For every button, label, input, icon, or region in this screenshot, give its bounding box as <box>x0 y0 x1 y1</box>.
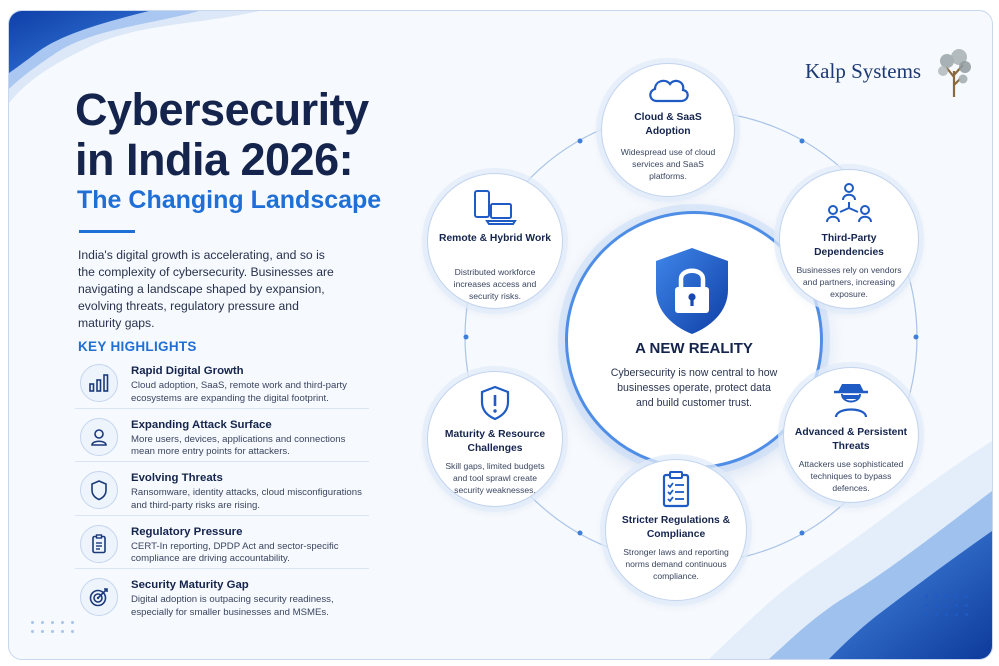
network-people-icon <box>780 182 918 226</box>
target-icon <box>80 578 118 616</box>
highlight-title: Security Maturity Gap <box>131 579 249 591</box>
highlight-desc: Cloud adoption, SaaS, remote work and third-party ecosystems are expanding the digital footprint. <box>131 380 347 404</box>
node-desc: Widespread use of cloud services and SaaS platforms. <box>620 147 716 181</box>
node-desc: Attackers use sophisticated techniques to bypass defences. <box>798 459 904 493</box>
highlight-desc: Ransomware, identity attacks, cloud misconfigurations and third-party risks are rising. <box>131 487 362 511</box>
highlight-desc: More users, devices, applications and connections mean more entry points for attackers. <box>131 433 346 458</box>
node-desc: Distributed workforce increases access and security risks. <box>453 267 537 301</box>
title-underline <box>79 230 135 233</box>
node-desc: Businesses rely on vendors and partners, increasing exposure. <box>796 265 902 299</box>
highlight-title: Evolving Threats <box>131 472 223 484</box>
center-title: A NEW REALITY <box>635 340 753 357</box>
highlight-item <box>75 516 369 570</box>
infographic-card <box>8 10 993 660</box>
node-regulations <box>605 459 747 601</box>
highlight-desc: Digital adoption is outpacing security readiness, especially for smaller businesses and MSMEs. <box>131 594 334 618</box>
node-title: Cloud & SaaS Adoption <box>634 112 702 137</box>
key-highlights-heading: KEY HIGHLIGHTS <box>78 339 197 354</box>
node-maturity-resource <box>427 371 563 507</box>
node-title: Remote & Hybrid Work <box>439 233 551 244</box>
dots-decoration <box>31 621 75 633</box>
checklist-icon <box>606 470 746 508</box>
page-title <box>75 85 369 185</box>
bar-chart-icon <box>80 364 118 402</box>
node-desc: Skill gaps, limited budgets and tool sprawl create security weaknesses. <box>445 461 545 495</box>
warning-shield-icon <box>428 384 562 422</box>
devices-icon <box>428 188 562 228</box>
node-title: Stricter Regulations & Compliance <box>621 515 731 540</box>
highlight-item <box>75 409 369 463</box>
user-icon <box>80 418 118 456</box>
company-logo-text: Kalp Systems <box>805 59 922 83</box>
node-cloud-saas <box>601 63 735 197</box>
highlight-title: Rapid Digital Growth <box>131 365 244 377</box>
node-desc: Stronger laws and reporting norms demand continuous compliance. <box>623 547 729 581</box>
center-desc: Cybersecurity is now central to how businesses operate, protect data and build customer trust. <box>610 367 778 409</box>
highlight-item <box>75 462 369 516</box>
node-advanced-threats <box>783 367 919 503</box>
cloud-icon <box>602 74 734 106</box>
highlight-item <box>75 355 369 409</box>
intro-paragraph: India's digital growth is accelerating, and so is the complexity of cybersecurity. Businesses are navigating a landscape shaped by expansion, evolving threats, regulatory pressure and maturity gaps. <box>78 248 334 330</box>
padlock-shield-icon <box>646 244 738 338</box>
clipboard-icon <box>80 525 118 563</box>
highlight-title: Expanding Attack Surface <box>131 418 272 431</box>
node-title: Third-Party Dependencies <box>814 233 884 258</box>
highlight-title: Regulatory Pressure <box>131 525 243 538</box>
highlights-list <box>75 355 369 622</box>
node-title: Advanced & Persistent Threats <box>794 427 908 452</box>
highlight-desc: CERT-In reporting, DPDP Act and sector-specific compliance are driving accountability. <box>131 540 339 565</box>
node-third-party <box>779 169 919 309</box>
highlight-item <box>75 569 369 622</box>
node-remote-hybrid <box>427 173 563 309</box>
tree-logo-icon <box>935 47 973 99</box>
hacker-icon <box>784 380 918 418</box>
dots-decoration <box>925 595 969 616</box>
title-line: Cybersecurity <box>75 84 369 135</box>
shield-icon <box>80 471 118 509</box>
page-subtitle: The Changing Landscape <box>77 186 382 214</box>
title-line: in India 2026: <box>75 134 354 185</box>
node-title: Maturity & Resource Challenges <box>444 429 546 454</box>
